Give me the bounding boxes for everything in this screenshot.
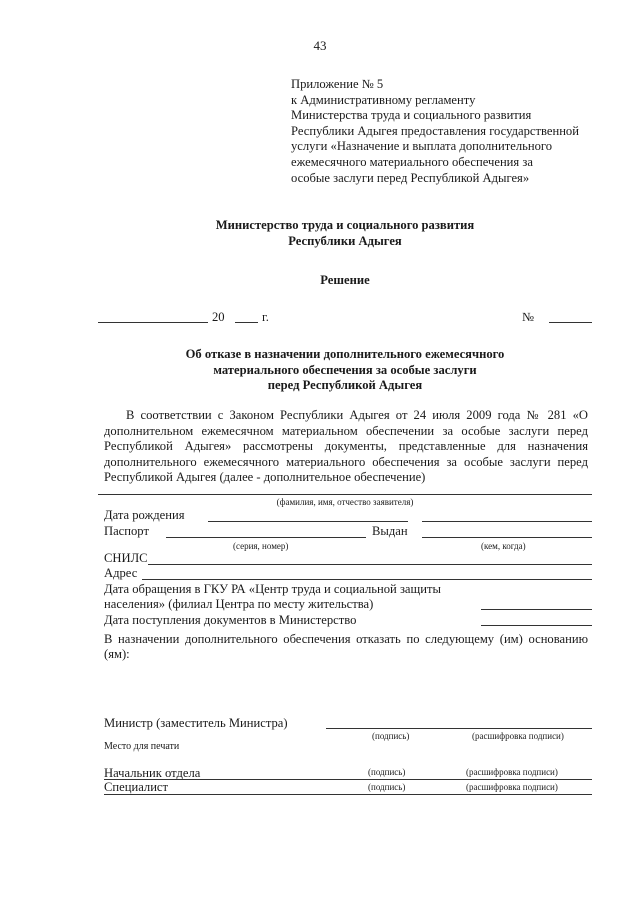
main-paragraph <box>104 408 588 486</box>
paragraph-line: Республикой Адыгея (далее - дополнительное обеспечение) <box>104 470 426 485</box>
minister-signature-blank <box>326 728 592 729</box>
specialist-signature-line <box>104 794 592 795</box>
appeal-date-blank <box>481 609 592 610</box>
issued-blank <box>422 537 592 538</box>
passport-label: Паспорт <box>104 524 149 538</box>
ministry-line-2: Республики Адыгея <box>288 234 402 248</box>
issued-label: Выдан <box>372 524 408 538</box>
paragraph-line: Республикой Адыгея» рассмотрены документы, представленные для назначения <box>104 439 588 454</box>
minister-label: Министр (заместитель Министра) <box>104 716 288 730</box>
applicant-name-blank <box>98 494 592 495</box>
paragraph-line: дополнительном ежемесячном материальном обеспечении за особые заслуги перед <box>104 423 588 438</box>
ministry-line-1: Министерство труда и социального развития <box>215 218 475 232</box>
ministry-name <box>0 217 640 249</box>
appeal-date-label-1: Дата обращения в ГКУ РА «Центр труда и социальной защиты <box>104 582 441 596</box>
subject-line-2: материального обеспечения за особые заслуги <box>213 362 477 377</box>
appeal-date-label-2: населения» (филиал Центра по месту жительства) <box>104 597 374 611</box>
head-of-department-label: Начальник отдела <box>104 766 201 780</box>
paragraph-line: В соответствии с Законом Республики Адыгея от 24 июля 2009 года № 281 «О <box>126 408 588 422</box>
appendix-line: особые заслуги перед Республикой Адыгея» <box>291 170 530 185</box>
paragraph-line: дополнительного ежемесячного материального обеспечения за особые заслуги перед <box>104 454 588 469</box>
specialist-label: Специалист <box>104 780 169 794</box>
refusal-line-1: В назначении дополнительного обеспечения отказать по следующему (им) основанию <box>104 632 588 646</box>
snils-blank <box>148 564 592 565</box>
passport-blank <box>166 537 366 538</box>
seal-place-label: Место для печати <box>104 741 180 752</box>
page-number: 43 <box>313 38 327 53</box>
date-year-suffix: г. <box>262 310 269 324</box>
birth-date-blank-2 <box>422 521 592 522</box>
docs-received-label: Дата поступления документов в Министерство <box>104 613 357 627</box>
docs-received-blank <box>481 625 592 626</box>
minister-signature-caption: (подпись) <box>372 731 410 741</box>
appendix-line: услуги «Назначение и выплата дополнительного <box>291 139 553 154</box>
address-label: Адрес <box>104 566 138 580</box>
subject-line-3: перед Республикой Адыгея <box>267 378 423 393</box>
date-year-blank <box>235 322 258 323</box>
subject-line-1: Об отказе в назначении дополнительного ежемесячного <box>185 347 505 361</box>
head-signature-caption: (подпись) <box>368 767 406 777</box>
series-caption: (серия, номер) <box>233 541 289 551</box>
decision-title: Решение <box>320 273 370 287</box>
subject-title <box>0 347 640 394</box>
appendix-header <box>291 77 579 186</box>
decision-number-blank <box>549 322 592 323</box>
date-day-blank <box>98 322 208 323</box>
issued-caption: (кем, когда) <box>481 541 526 551</box>
appendix-line: Министерства труда и социального развития <box>291 108 532 123</box>
snils-label: СНИЛС <box>104 551 148 565</box>
head-signature-line <box>104 779 592 780</box>
appendix-line: ежемесячного материального обеспечения за <box>291 154 533 169</box>
birth-date-blank <box>208 521 408 522</box>
birth-date-label: Дата рождения <box>104 508 185 522</box>
number-sign: № <box>522 310 535 324</box>
specialist-signature-caption: (подпись) <box>368 782 406 792</box>
minister-decoding-caption: (расшифровка подписи) <box>472 731 564 741</box>
specialist-decoding-caption: (расшифровка подписи) <box>466 782 558 792</box>
applicant-caption: (фамилия, имя, отчество заявителя) <box>276 497 414 507</box>
date-year-prefix: 20 <box>212 310 225 324</box>
appendix-line: Республики Адыгея предоставления государственной <box>291 123 579 138</box>
address-blank <box>142 579 592 580</box>
refusal-line-2: (ям): <box>104 647 130 661</box>
head-decoding-caption: (расшифровка подписи) <box>466 767 558 777</box>
appendix-line: к Административному регламенту <box>291 92 476 107</box>
appendix-line: Приложение № 5 <box>291 77 384 91</box>
